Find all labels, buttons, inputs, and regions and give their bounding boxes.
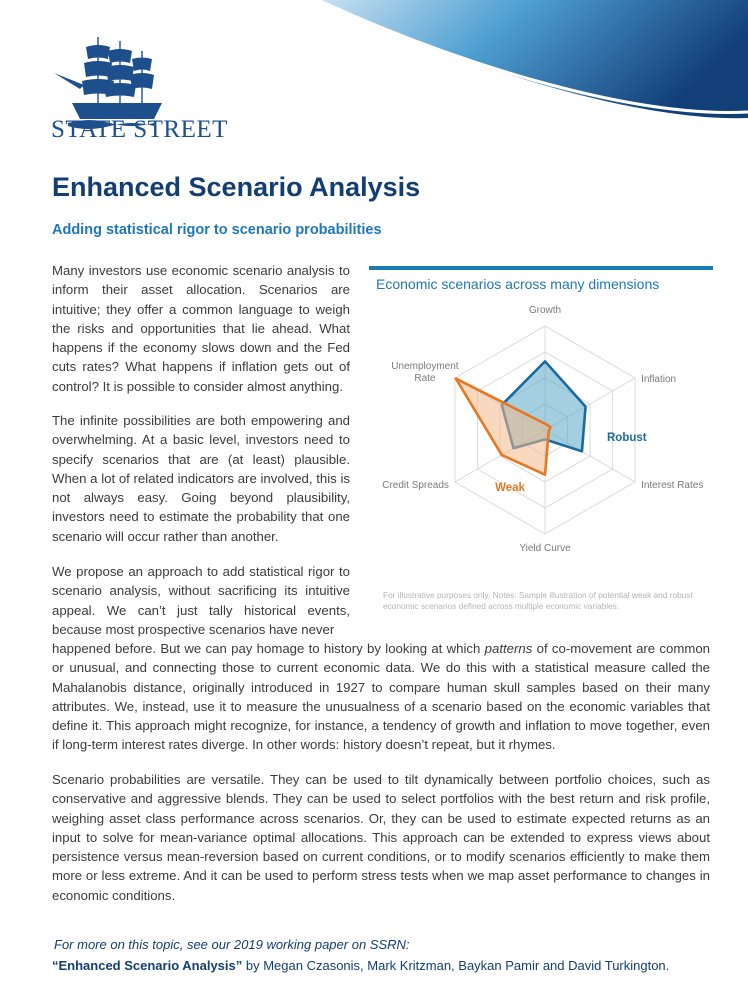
paragraph-3-text-a: happened before. But we can pay homage to history by looking at which: [52, 641, 485, 656]
paragraph-1: Many investors use economic scenario analysis to inform their asset allocation. Scenarios are intuitive; they offer a common language to weigh the risks and opportunities that lie ahead. What happens if the economy slows down and the Fed cuts rates? What happens if inflation gets out of control? It is possible to consider almost anything.: [52, 263, 350, 394]
footer-citation: [52, 958, 669, 973]
paragraph-3-start: We propose an approach to add statistical rigor to scenario analysis, without sacrificing its intuitive appeal. We can’t just tally historical events, because most prospective scenarios have never: [52, 564, 350, 637]
series-label-weak: Weak: [495, 482, 525, 494]
paragraph-4: Scenario probabilities are versatile. They can be used to tilt dynamically between portfolio choices, such as conservative and aggressive blends. They can be used to select portfolios with the best return and risk profile, weighing asset class performance across scenarios. Or, they can be used to estimate expected returns as an input to solve for mean-variance optimal allocations. This approach can be extended to express views about persistence versus mean-reversion based on current conditions, or to modify scenarios efficiently to make them more or less extreme. And it can be used to perform stress tests when we map asset performance to changes in economic conditions.: [52, 772, 710, 903]
paragraph-3-emphasis: patterns: [484, 641, 533, 656]
page-title: Enhanced Scenario Analysis: [52, 172, 421, 202]
paper-authors: by Megan Czasonis, Mark Kritzman, Baykan Pamir and David Turkington.: [242, 958, 670, 973]
paragraph-3-text-b: of co-movement are common or unusual, and connecting those to current economic data. We do this with a statistical measure called the Mahalanobis distance, originally introduced in 1927 to compare human skull samples based on their many attributes. We, instead, use it to measure the unusualness of a scenario based on the economic variables that define it. This approach might recognize, for instance, a tendency of growth and inflation to move together, even if long-term interest rates diverge. In other words: history doesn’t repeat, but it rhymes.: [52, 641, 710, 753]
axis-label: Unemployment: [391, 361, 459, 372]
axis-label: Interest Rates: [641, 480, 704, 491]
paper-title: “Enhanced Scenario Analysis”: [52, 958, 243, 973]
axis-label: Credit Spreads: [382, 480, 449, 491]
series-label-robust: Robust: [607, 432, 647, 444]
brand-wordmark: STATE STREET: [51, 116, 228, 143]
axis-label: Rate: [414, 373, 436, 384]
radar-chart: [369, 300, 713, 575]
chart-note: For illustrative purposes only. Notes: Sample illustration of potential weak and robust economic scenarios defined across multiple economic variables.: [383, 590, 693, 611]
paragraph-3-cont: [52, 639, 710, 755]
axis-label: Inflation: [641, 374, 677, 385]
chart-title: Economic scenarios across many dimensions: [376, 276, 660, 292]
axis-label: Yield Curve: [519, 543, 571, 554]
panel-rule: [369, 266, 713, 270]
paragraph-2: The infinite possibilities are both empowering and overwhelming. At a basic level, investors need to specify scenarios that are (at least) plausible. When a lot of related indicators are involved, this is not always easy. Going beyond plausibility, investors need to estimate the probability that one scenario will occur rather than another.: [52, 413, 350, 544]
axis-label: Growth: [528, 305, 562, 316]
page-subtitle: Adding statistical rigor to scenario probabilities: [52, 222, 382, 238]
footer-more-info: For more on this topic, see our 2019 working paper on SSRN:: [54, 937, 410, 952]
